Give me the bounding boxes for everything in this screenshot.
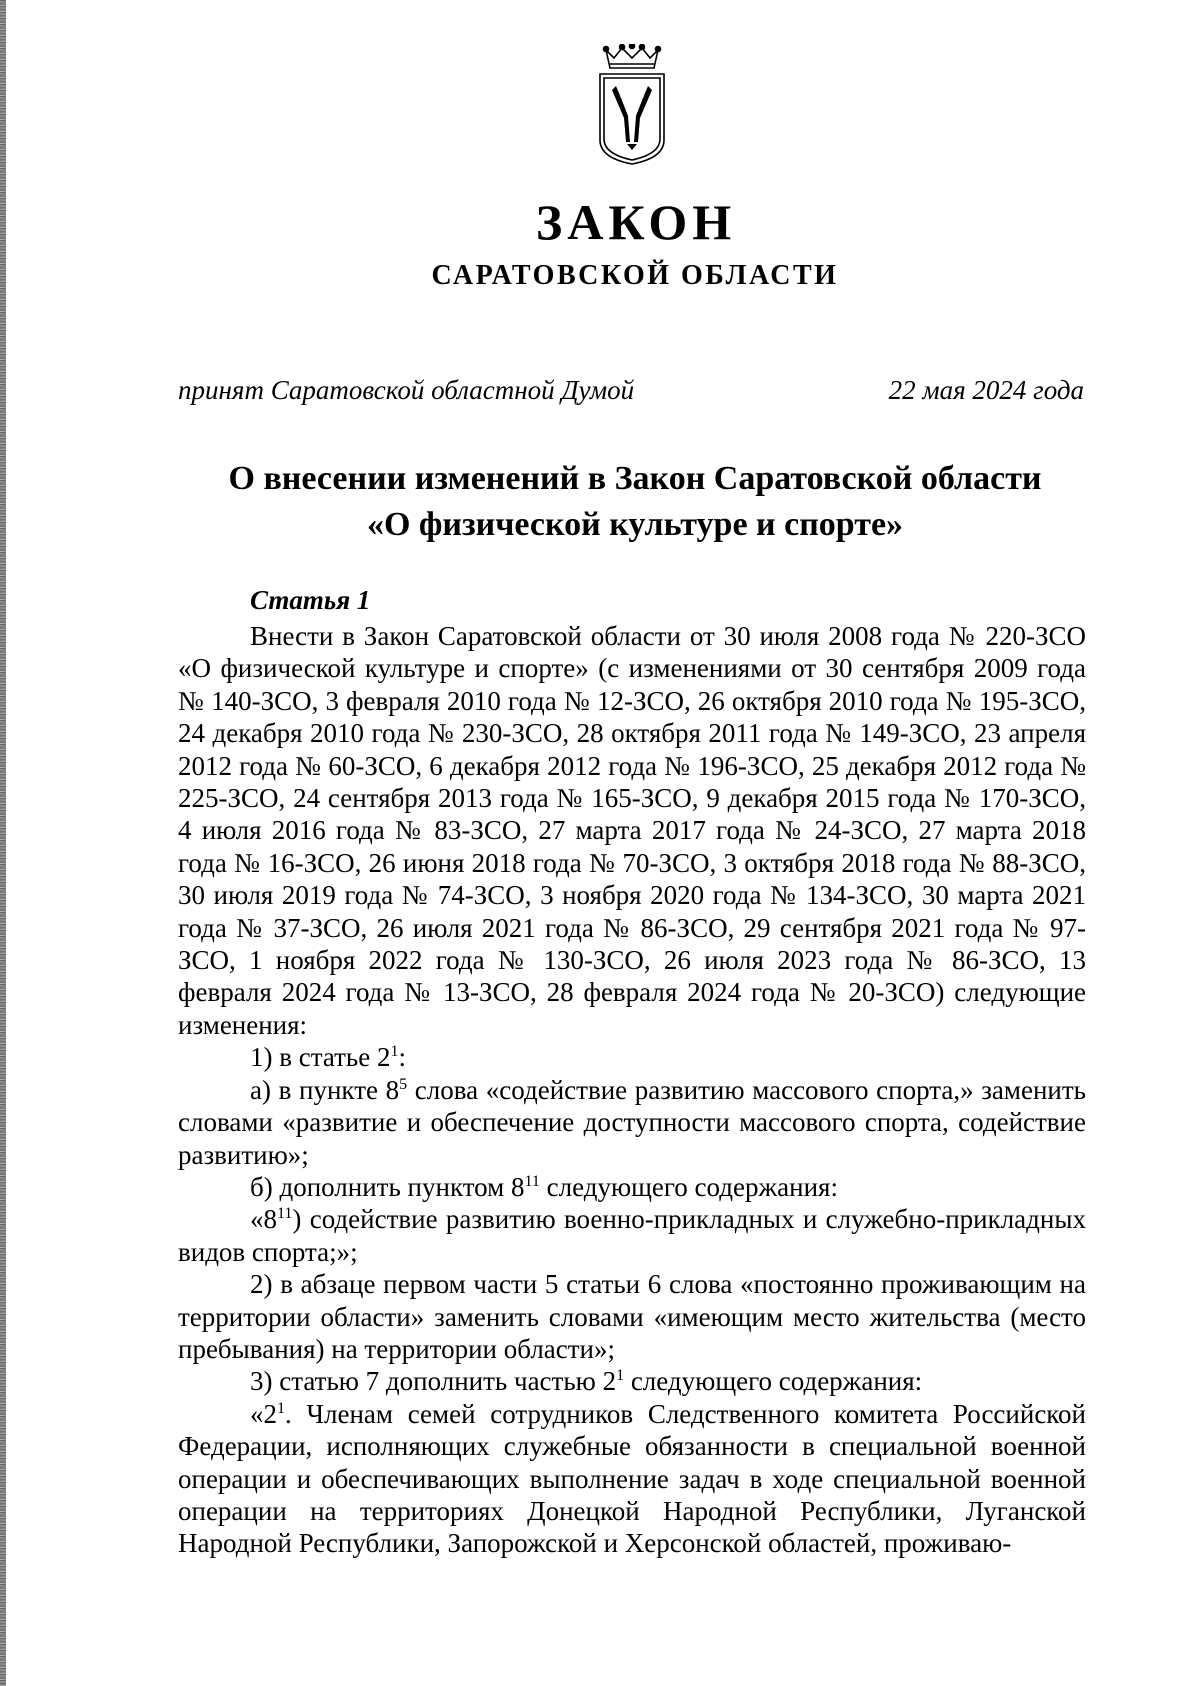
amendment-item-1b bbox=[178, 1171, 1086, 1203]
text-segment: «8 bbox=[250, 1204, 277, 1235]
law-title-line-2: «О физической культуре и спорте» bbox=[366, 506, 904, 543]
text-segment: следующего содержания: bbox=[624, 1366, 923, 1397]
text-segment: слова «содействие развитию массового спорта,» заменить словами «развитие и обеспечение доступности массового спорта, содействие развитию»; bbox=[178, 1074, 1086, 1170]
text-segment: 3) статью 7 дополнить частью 2 bbox=[250, 1366, 617, 1397]
document-subtitle: САРАТОВСКОЙ ОБЛАСТИ bbox=[431, 260, 839, 291]
superscript: 1 bbox=[390, 1043, 399, 1061]
amendment-item-1a bbox=[178, 1074, 1086, 1171]
amendment-item-3 bbox=[178, 1365, 1086, 1397]
coat-of-arms-icon bbox=[596, 44, 668, 166]
law-title bbox=[160, 456, 1110, 548]
superscript: 5 bbox=[399, 1075, 408, 1093]
text-segment: : bbox=[398, 1042, 406, 1073]
superscript: 1 bbox=[616, 1367, 625, 1385]
text-segment: . Членам семей сотрудников Следственного комитета Российской Федерации, исполняющих служебные обязанности в специальной военной операции и обеспечивающих выполнение задач в ходе специальной военной операции на территориях Донецкой Народной Республики, Луганской Народной Республики, Запорожской и Херсонской областей, проживаю- bbox=[178, 1398, 1086, 1559]
amendment-item-2: 2) в абзаце первом части 5 статьи 6 слова «постоянно проживающим на территории области» заменить словами «имеющим место жительства (место пребывания) на территории области»; bbox=[178, 1269, 1086, 1364]
text-segment: «2 bbox=[250, 1398, 277, 1429]
law-title-line-1: О внесении изменений в Закон Саратовской области bbox=[228, 460, 1042, 497]
amendment-item-1 bbox=[178, 1041, 1086, 1073]
document-title: ЗАКОН bbox=[535, 194, 737, 250]
amendment-item-3-quote bbox=[178, 1398, 1086, 1560]
text-segment: а) в пункте 8 bbox=[250, 1074, 400, 1105]
text-segment: б) дополнить пунктом 8 bbox=[250, 1171, 525, 1202]
text-segment: 1) в статье 2 bbox=[250, 1042, 391, 1073]
adoption-note: принят Саратовской областной Думой bbox=[178, 375, 635, 405]
superscript: 1 bbox=[277, 1399, 285, 1417]
amendment-item-1b-quote bbox=[178, 1203, 1086, 1268]
superscript: 11 bbox=[277, 1205, 293, 1223]
article-heading: Статья 1 bbox=[250, 585, 371, 615]
text-segment: ) содействие развитию военно-прикладных и служебно-прикладных видов спорта;»; bbox=[178, 1204, 1086, 1267]
text-segment: следующего содержания: bbox=[539, 1171, 838, 1202]
article-intro: Внести в Закон Саратовской области от 30 июля 2008 года № 220-ЗСО «О физической культуре и спорте» (с изменениями от 30 сентября 2009 года № 140-ЗСО, 3 февраля 2010 года № 12-ЗСО, 26 октября 2010 года № 195-ЗСО, 24 декабря 2010 года № 230-ЗСО, 28 октября 2011 года № 149-ЗСО, 23 апреля 2012 года № 60-ЗСО, 6 декабря 2012 года № 196-ЗСО, 25 декабря 2012 года № 225-ЗСО, 24 сентября 2013 года № 165-ЗСО, 9 декабря 2015 года № 170-ЗСО, 4 июля 2016 года № 83-ЗСО, 27 марта 2017 года № 24-ЗСО, 27 марта 2018 года № 16-ЗСО, 26 июня 2018 года № 70-ЗСО, 3 октября 2018 года № 88-ЗСО, 30 июля 2019 года № 74-ЗСО, 3 ноября 2020 года № 134-ЗСО, 30 марта 2021 года № 37-ЗСО, 26 июля 2021 года № 86-ЗСО, 29 сентября 2021 года № 97-ЗСО, 1 ноября 2022 года № 130-ЗСО, 26 июля 2023 года № 86-ЗСО, 13 февраля 2024 года № 13-ЗСО, 28 февраля 2024 года № 20-ЗСО) следующие изменения: bbox=[178, 621, 1086, 1040]
article-body bbox=[178, 620, 1086, 1560]
superscript: 11 bbox=[524, 1172, 540, 1190]
adoption-date: 22 мая 2024 года bbox=[888, 375, 1084, 405]
